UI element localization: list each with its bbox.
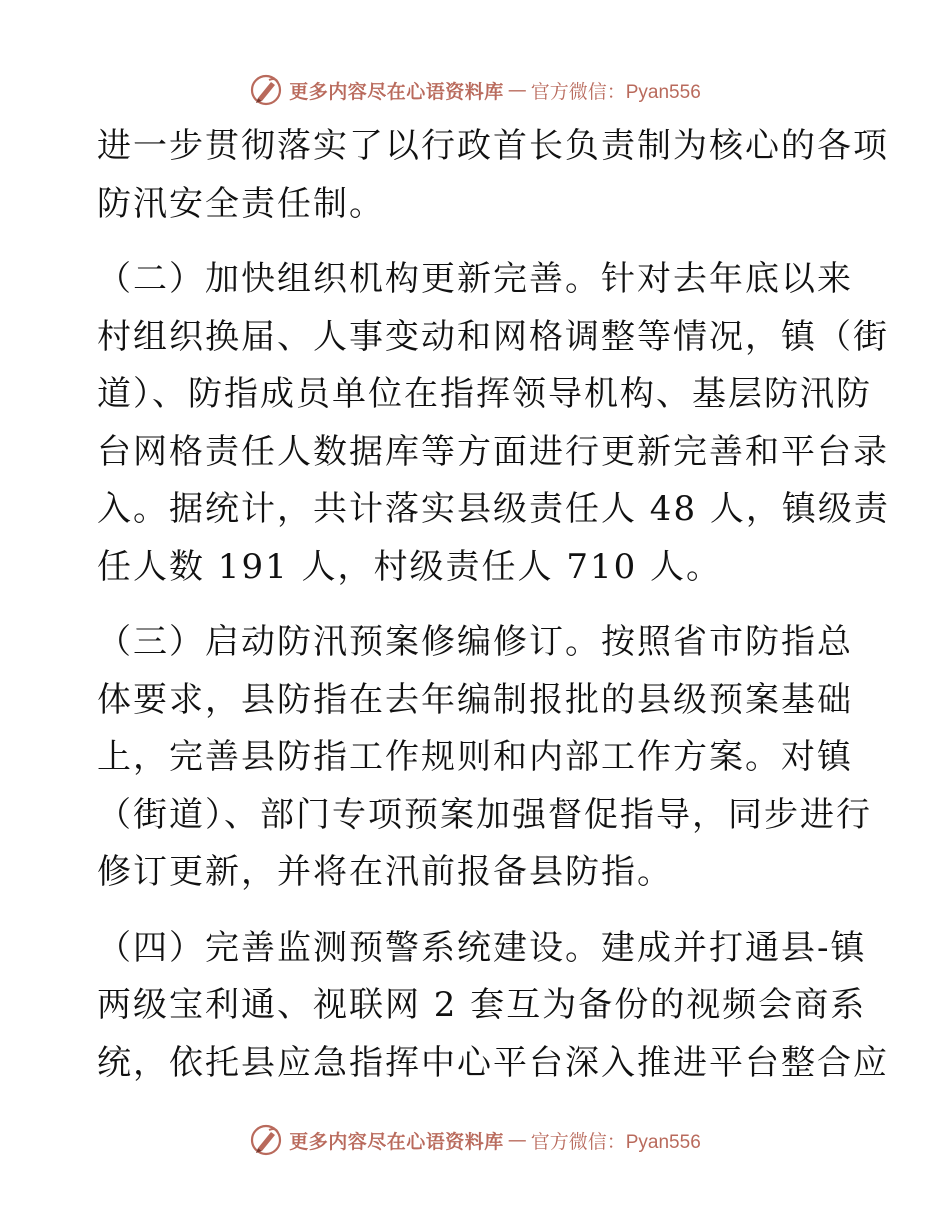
text-line: 修订更新，并将在汛前报备县防指。 (97, 852, 673, 892)
text-line: 体要求，县防指在去年编制报批的县级预案基础 (97, 679, 853, 720)
text-line: 道）、防指成员单位在指挥领导机构、基层防汛防 (97, 374, 872, 414)
text-line: 村组织换届、人事变动和网格调整等情况，镇（街 (97, 316, 889, 357)
paragraph-1 (97, 118, 889, 233)
watermark-separator: — (507, 79, 527, 101)
text-line: （三）启动防汛预案修编修订。按照省市防指总 (97, 622, 853, 662)
watermark-text: 更多内容尽在心语资料库 (289, 1130, 504, 1153)
pen-logo-icon (249, 73, 283, 107)
paragraph-3 (97, 614, 872, 902)
pen-logo-icon (249, 1123, 283, 1157)
text-line: 上，完善县防指工作规则和内部工作方案。对镇 (97, 737, 853, 777)
paragraph-4 (97, 920, 889, 1093)
watermark-separator: — (507, 1129, 527, 1151)
text-line: 进一步贯彻落实了以行政首长负责制为核心的各项 (97, 126, 889, 166)
text-line: 台网格责任人数据库等方面进行更新完善和平台录 (97, 431, 889, 472)
paragraph-2 (97, 251, 890, 596)
watermark-text: 更多内容尽在心语资料库 (289, 80, 504, 103)
watermark-footer (0, 1122, 950, 1158)
text-line: （二）加快组织机构更新完善。针对去年底以来 (97, 259, 853, 299)
watermark-contact: 官方微信：Pyan556 (530, 81, 701, 103)
watermark-header (0, 72, 950, 108)
document-body (97, 118, 890, 1110)
text-line: 任人数 191 人，村级责任人 710 人。 (97, 546, 723, 587)
text-line: （四）完善监测预警系统建设。建成并打通县-镇 (97, 927, 867, 968)
text-line: 防汛安全责任制。 (97, 183, 385, 224)
text-line: （街道）、部门专项预案加强督促指导，同步进行 (97, 794, 872, 835)
watermark-contact: 官方微信：Pyan556 (530, 1131, 701, 1153)
text-line: 统，依托县应急指挥中心平台深入推进平台整合应 (97, 1042, 889, 1083)
text-line: 入。据统计，共计落实县级责任人 48 人，镇级责 (97, 489, 890, 529)
text-line: 两级宝利通、视联网 2 套互为备份的视频会商系 (97, 985, 867, 1025)
